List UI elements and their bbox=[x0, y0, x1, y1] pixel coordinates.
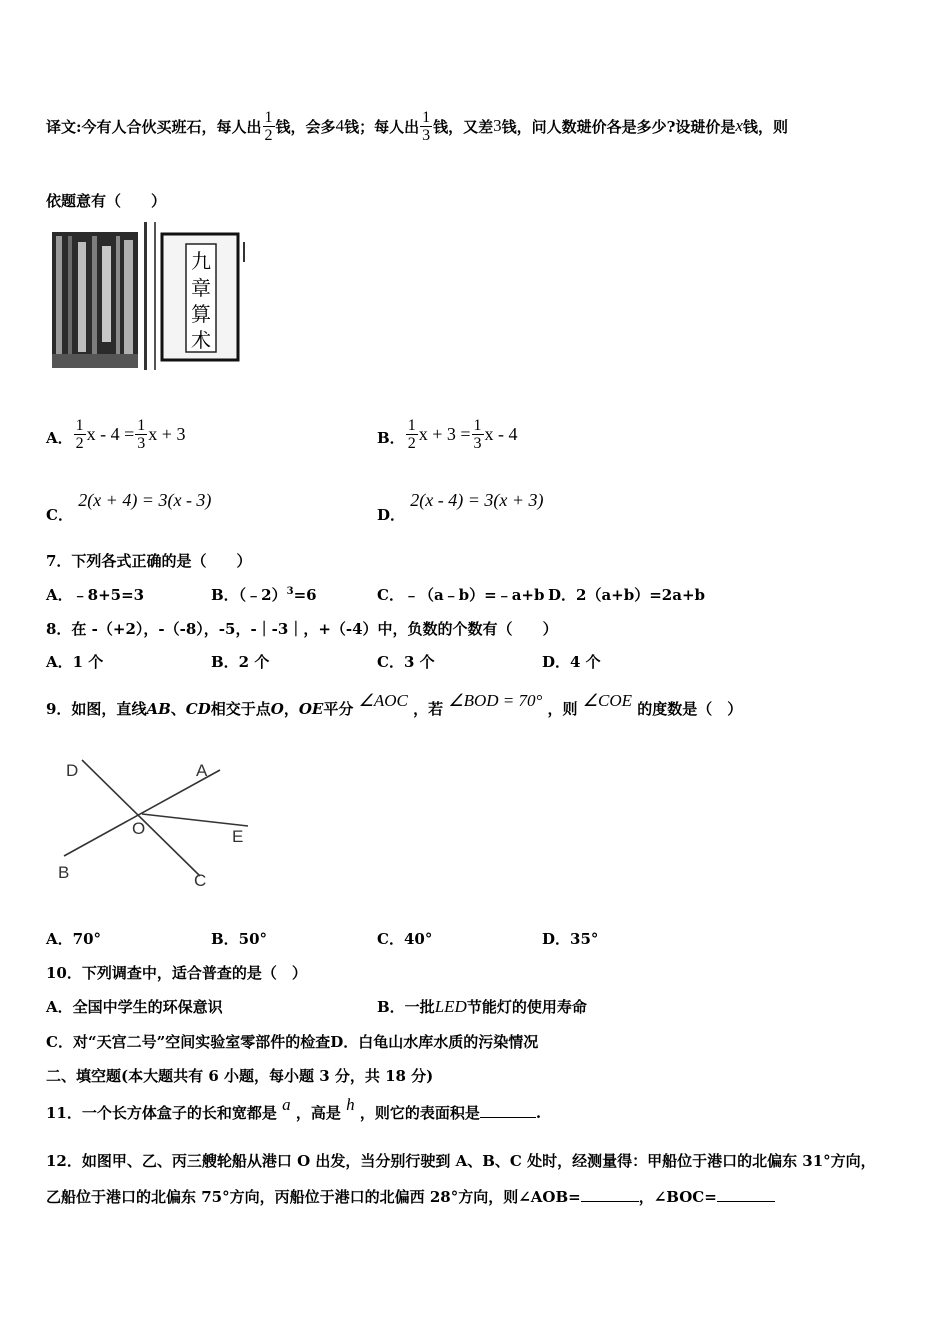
book-cover-image bbox=[50, 222, 246, 370]
q10-option-b[interactable] bbox=[377, 996, 587, 1017]
text-seg: . bbox=[535, 1104, 542, 1122]
q9-stem bbox=[46, 691, 743, 719]
angle-aoc: ∠AOC bbox=[358, 691, 408, 710]
text-seg: B．一批 bbox=[377, 998, 435, 1016]
number-4: 4 bbox=[335, 116, 345, 135]
text-seg: =6 bbox=[293, 586, 317, 604]
q8-option-a[interactable]: A．1 个 bbox=[46, 653, 104, 671]
answer-blank-boc[interactable] bbox=[717, 1201, 775, 1202]
translation-line-1 bbox=[46, 104, 788, 148]
answer-blank-aob[interactable] bbox=[581, 1201, 639, 1202]
section-2-title: 二、填空题(本大题共有 6 小题，每小题 3 分，共 18 分) bbox=[46, 1067, 434, 1085]
text-seg: 钱，问人数琎价各是多少?设琎价是 bbox=[501, 117, 736, 136]
var-x: x bbox=[735, 116, 743, 135]
q8-stem: 8．在 -（+2），-（-8），-5，-｜-3｜，+（-4）中，负数的个数有（ ） bbox=[46, 620, 558, 638]
q6-option-a[interactable] bbox=[46, 406, 185, 454]
line-ab: AB bbox=[146, 700, 171, 718]
text-seg: 节能灯的使用寿命 bbox=[466, 998, 587, 1016]
label-c: C bbox=[194, 871, 207, 890]
ray-oe-line bbox=[142, 814, 248, 826]
text-seg: B．（﹣2） bbox=[211, 586, 287, 604]
label-b: B bbox=[58, 863, 70, 882]
ray-oe: OE bbox=[298, 700, 324, 718]
text-seg: 译文:今有人合伙买班石，每人出 bbox=[46, 117, 262, 136]
line-ba bbox=[64, 770, 220, 856]
text-seg: 钱，会多 bbox=[275, 117, 336, 136]
answer-blank[interactable] bbox=[480, 1117, 536, 1118]
text-seg: 9．如图，直线 bbox=[46, 700, 147, 718]
line-cd: CD bbox=[185, 700, 211, 718]
q9-option-d[interactable]: D．35° bbox=[542, 930, 599, 948]
text-seg: 钱；每人出 bbox=[344, 117, 420, 136]
option-a-expr: $\frac{1}{2}$ x - 4 = $\frac{1}{3}$ x + 3 bbox=[75, 417, 186, 452]
q12-line-2 bbox=[46, 1186, 775, 1207]
translation-line-2: 依题意有（ ） bbox=[46, 192, 167, 210]
option-b-expr: $\frac{1}{2}$ x + 3 = $\frac{1}{3}$ x - 4 bbox=[407, 417, 518, 452]
q6-option-d[interactable] bbox=[377, 490, 544, 524]
q7-option-c[interactable]: C．﹣（a﹣b）=﹣a+b bbox=[377, 586, 545, 604]
superscript: 3 bbox=[286, 586, 294, 597]
q6-option-c[interactable] bbox=[46, 490, 212, 524]
cover-char-3: 算 bbox=[191, 302, 211, 326]
text-seg: ，高是 bbox=[295, 1104, 341, 1122]
q8-option-c[interactable]: C．3 个 bbox=[377, 653, 435, 671]
led-text: LED bbox=[434, 997, 467, 1016]
cover-char-1: 九 bbox=[191, 249, 211, 273]
cover-char-4: 术 bbox=[191, 328, 211, 352]
q7-stem: 7．下列各式正确的是（ ） bbox=[46, 552, 252, 570]
text-seg: C．对“天宫二号”空间实验室零部件的检查 bbox=[46, 1033, 331, 1051]
option-label: B． bbox=[377, 429, 405, 447]
q9-option-b[interactable]: B．50° bbox=[211, 930, 268, 948]
option-c-expr: 2(x + 4) = 3(x - 3) bbox=[78, 490, 212, 510]
option-d-expr: 2(x - 4) = 3(x + 3) bbox=[410, 490, 544, 510]
q6-option-b[interactable] bbox=[377, 406, 518, 454]
fraction-third: $\frac{1}{3}$ bbox=[422, 108, 431, 144]
q8-option-d[interactable]: D．4 个 bbox=[542, 653, 601, 671]
text-seg: 、 bbox=[170, 700, 186, 718]
q10-option-c[interactable] bbox=[46, 1031, 538, 1052]
label-a: A bbox=[196, 761, 208, 780]
option-label: C． bbox=[46, 506, 73, 524]
q9-option-c[interactable]: C．40° bbox=[377, 930, 433, 948]
cover-char-2: 章 bbox=[191, 276, 211, 300]
text-seg: ，则它的表面积是 bbox=[359, 1104, 480, 1122]
q7-option-a[interactable]: A．﹣8+5=3 bbox=[46, 586, 145, 604]
text-seg: 11．一个长方体盒子的长和宽都是 bbox=[46, 1104, 277, 1122]
q9-option-a[interactable]: A．70° bbox=[46, 930, 102, 948]
text-seg: ，若 bbox=[413, 700, 444, 718]
q10-stem: 10．下列调查中，适合普查的是（ ） bbox=[46, 964, 307, 982]
q10-option-a[interactable]: A．全国中学生的环保意识 bbox=[46, 998, 223, 1016]
q11-stem bbox=[46, 1095, 542, 1123]
label-e: E bbox=[232, 827, 244, 846]
angle-coe: ∠COE bbox=[582, 691, 633, 710]
text-seg: ，则 bbox=[547, 700, 578, 718]
label-d: D bbox=[66, 761, 79, 780]
text-seg: 相交于点 bbox=[210, 700, 271, 718]
q9-figure bbox=[50, 752, 260, 892]
point-o: O bbox=[270, 700, 284, 718]
text-seg: 钱，又差 bbox=[433, 117, 494, 136]
q10-option-d: D．白龟山水库水质的污染情况 bbox=[330, 1033, 539, 1051]
q12-line-1: 12．如图甲、乙、丙三艘轮船从港口 O 出发，当分别行驶到 A、B、C 处时，经测量得：甲船位于港口的北偏东 31°方向， bbox=[46, 1152, 876, 1170]
q8-option-b[interactable]: B．2 个 bbox=[211, 653, 270, 671]
var-h: h bbox=[346, 1095, 355, 1114]
option-label: A． bbox=[46, 429, 73, 447]
text-seg: 平分 bbox=[323, 700, 354, 718]
text-seg: ，∠BOC= bbox=[638, 1188, 717, 1206]
q7-option-b[interactable] bbox=[211, 584, 317, 605]
q7-option-d[interactable]: D．2（a+b）=2a+b bbox=[548, 586, 706, 604]
label-o: O bbox=[132, 819, 146, 838]
text-seg: 乙船位于港口的北偏东 75°方向，丙船位于港口的北偏西 28°方向，则∠AOB= bbox=[46, 1188, 581, 1206]
var-a: a bbox=[282, 1095, 291, 1114]
text-seg: ， bbox=[283, 700, 299, 718]
option-label: D． bbox=[377, 506, 406, 524]
fraction-half: $\frac{1}{2}$ bbox=[264, 108, 273, 144]
text-seg: 钱，则 bbox=[742, 117, 788, 136]
angle-bod: ∠BOD = 70° bbox=[448, 691, 543, 710]
number-3: 3 bbox=[493, 116, 502, 135]
text-seg: 的度数是（ ） bbox=[637, 700, 743, 718]
